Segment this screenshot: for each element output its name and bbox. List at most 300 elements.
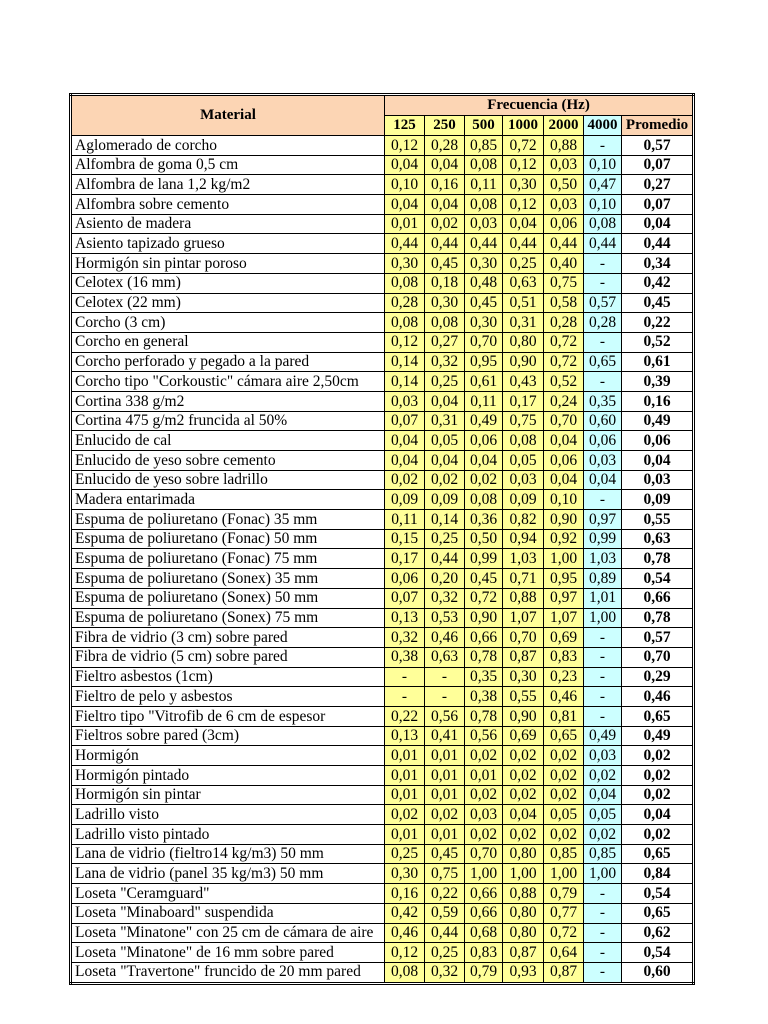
material-cell: Hormigón sin pintar poroso [71, 254, 385, 274]
value-cell-500: 0,30 [465, 313, 503, 333]
table-row [71, 844, 694, 864]
value-cell-promedio: 0,49 [622, 726, 694, 746]
value-cell-2000: 0,77 [544, 903, 584, 923]
value-cell-2000: 0,06 [544, 451, 584, 471]
value-cell-2000: 0,72 [544, 923, 584, 943]
value-cell-promedio: 0,04 [622, 214, 694, 234]
value-cell-250: 0,20 [425, 569, 465, 589]
value-cell-4000: 0,04 [584, 785, 622, 805]
value-cell-500: 0,06 [465, 431, 503, 451]
material-cell: Espuma de poliuretano (Sonex) 50 mm [71, 588, 385, 608]
table-row [71, 411, 694, 431]
value-cell-2000: 0,02 [544, 825, 584, 845]
value-cell-1000: 0,02 [503, 766, 544, 786]
value-cell-2000: 0,06 [544, 214, 584, 234]
value-cell-250: 0,25 [425, 372, 465, 392]
value-cell-1000: 0,12 [503, 155, 544, 175]
value-cell-1000: 0,90 [503, 352, 544, 372]
value-cell-125: 0,44 [385, 234, 425, 254]
value-cell-4000: 0,60 [584, 411, 622, 431]
material-cell: Hormigón [71, 746, 385, 766]
column-header-125: 125 [385, 116, 425, 136]
value-cell-1000: 0,70 [503, 628, 544, 648]
value-cell-1000: 0,03 [503, 470, 544, 490]
value-cell-125: 0,06 [385, 569, 425, 589]
table-header [71, 95, 694, 136]
value-cell-4000: - [584, 884, 622, 904]
value-cell-250: 0,75 [425, 864, 465, 884]
value-cell-1000: 0,17 [503, 391, 544, 411]
value-cell-2000: 0,23 [544, 667, 584, 687]
value-cell-promedio: 0,07 [622, 195, 694, 215]
value-cell-125: 0,12 [385, 943, 425, 963]
value-cell-promedio: 0,84 [622, 864, 694, 884]
material-cell: Lana de vidrio (panel 35 kg/m3) 50 mm [71, 864, 385, 884]
value-cell-1000: 0,25 [503, 254, 544, 274]
value-cell-promedio: 0,02 [622, 785, 694, 805]
material-cell: Enlucido de yeso sobre ladrillo [71, 470, 385, 490]
table-row [71, 569, 694, 589]
material-cell: Corcho (3 cm) [71, 313, 385, 333]
value-cell-1000: 0,30 [503, 667, 544, 687]
column-header-500: 500 [465, 116, 503, 136]
value-cell-500: 0,02 [465, 470, 503, 490]
value-cell-125: - [385, 687, 425, 707]
material-cell: Hormigón sin pintar [71, 785, 385, 805]
value-cell-125: 0,07 [385, 411, 425, 431]
table-row [71, 903, 694, 923]
value-cell-250: 0,16 [425, 175, 465, 195]
value-cell-125: 0,11 [385, 510, 425, 530]
table-row [71, 628, 694, 648]
value-cell-2000: 0,85 [544, 844, 584, 864]
table-row [71, 785, 694, 805]
value-cell-250: 0,41 [425, 726, 465, 746]
material-cell: Cortina 475 g/m2 fruncida al 50% [71, 411, 385, 431]
value-cell-promedio: 0,49 [622, 411, 694, 431]
table-row [71, 549, 694, 569]
value-cell-2000: 0,02 [544, 785, 584, 805]
value-cell-4000: - [584, 962, 622, 983]
value-cell-promedio: 0,45 [622, 293, 694, 313]
value-cell-2000: 0,83 [544, 647, 584, 667]
table-row [71, 864, 694, 884]
value-cell-250: 0,63 [425, 647, 465, 667]
value-cell-500: 0,78 [465, 647, 503, 667]
value-cell-promedio: 0,22 [622, 313, 694, 333]
value-cell-250: 0,04 [425, 391, 465, 411]
value-cell-125: 0,10 [385, 175, 425, 195]
table-row [71, 962, 694, 983]
value-cell-2000: 1,07 [544, 608, 584, 628]
value-cell-125: 0,04 [385, 155, 425, 175]
value-cell-1000: 0,80 [503, 332, 544, 352]
value-cell-1000: 1,07 [503, 608, 544, 628]
value-cell-1000: 0,30 [503, 175, 544, 195]
value-cell-500: 0,83 [465, 943, 503, 963]
value-cell-promedio: 0,27 [622, 175, 694, 195]
absorption-coefficients-table [69, 93, 695, 985]
value-cell-4000: - [584, 254, 622, 274]
value-cell-125: 0,04 [385, 451, 425, 471]
value-cell-125: 0,22 [385, 706, 425, 726]
value-cell-4000: 0,49 [584, 726, 622, 746]
value-cell-1000: 0,44 [503, 234, 544, 254]
material-cell: Asiento de madera [71, 214, 385, 234]
material-header: Material [71, 95, 385, 136]
frequency-header: Frecuencia (Hz) [385, 95, 694, 116]
value-cell-promedio: 0,54 [622, 943, 694, 963]
value-cell-promedio: 0,34 [622, 254, 694, 274]
value-cell-2000: 0,92 [544, 529, 584, 549]
value-cell-2000: 0,46 [544, 687, 584, 707]
value-cell-2000: 0,72 [544, 332, 584, 352]
value-cell-1000: 0,02 [503, 785, 544, 805]
value-cell-125: 0,03 [385, 391, 425, 411]
value-cell-500: 0,02 [465, 825, 503, 845]
value-cell-125: 0,15 [385, 529, 425, 549]
table-row [71, 391, 694, 411]
value-cell-125: 0,01 [385, 785, 425, 805]
table-row [71, 825, 694, 845]
value-cell-promedio: 0,66 [622, 588, 694, 608]
value-cell-promedio: 0,61 [622, 352, 694, 372]
value-cell-500: 0,68 [465, 923, 503, 943]
value-cell-2000: 0,28 [544, 313, 584, 333]
table-row [71, 175, 694, 195]
value-cell-promedio: 0,07 [622, 155, 694, 175]
value-cell-250: 0,44 [425, 549, 465, 569]
value-cell-4000: 0,85 [584, 844, 622, 864]
value-cell-500: 0,66 [465, 884, 503, 904]
value-cell-4000: 0,57 [584, 293, 622, 313]
value-cell-125: 0,02 [385, 470, 425, 490]
value-cell-1000: 0,02 [503, 825, 544, 845]
value-cell-4000: 0,97 [584, 510, 622, 530]
value-cell-125: 0,32 [385, 628, 425, 648]
value-cell-250: 0,32 [425, 962, 465, 983]
column-header-2000: 2000 [544, 116, 584, 136]
material-cell: Ladrillo visto pintado [71, 825, 385, 845]
value-cell-500: 0,08 [465, 195, 503, 215]
value-cell-2000: 0,70 [544, 411, 584, 431]
value-cell-promedio: 0,46 [622, 687, 694, 707]
value-cell-promedio: 0,78 [622, 608, 694, 628]
value-cell-500: 0,02 [465, 746, 503, 766]
value-cell-500: 0,35 [465, 667, 503, 687]
value-cell-250: 0,44 [425, 234, 465, 254]
value-cell-500: 0,03 [465, 805, 503, 825]
value-cell-500: 0,61 [465, 372, 503, 392]
material-cell: Loseta "Minatone" de 16 mm sobre pared [71, 943, 385, 963]
value-cell-2000: 0,79 [544, 884, 584, 904]
material-cell: Espuma de poliuretano (Fonac) 75 mm [71, 549, 385, 569]
value-cell-250: 0,04 [425, 195, 465, 215]
value-cell-4000: - [584, 372, 622, 392]
value-cell-500: 0,95 [465, 352, 503, 372]
value-cell-125: 0,42 [385, 903, 425, 923]
value-cell-promedio: 0,52 [622, 332, 694, 352]
table-row [71, 687, 694, 707]
table-row [71, 746, 694, 766]
value-cell-250: 0,01 [425, 825, 465, 845]
value-cell-125: 0,16 [385, 884, 425, 904]
value-cell-promedio: 0,09 [622, 490, 694, 510]
value-cell-2000: 0,90 [544, 510, 584, 530]
value-cell-250: 0,53 [425, 608, 465, 628]
value-cell-500: 0,72 [465, 588, 503, 608]
value-cell-250: 0,02 [425, 470, 465, 490]
value-cell-250: 0,59 [425, 903, 465, 923]
value-cell-4000: - [584, 490, 622, 510]
value-cell-500: 0,30 [465, 254, 503, 274]
material-cell: Lana de vidrio (fieltro14 kg/m3) 50 mm [71, 844, 385, 864]
value-cell-4000: 0,03 [584, 746, 622, 766]
value-cell-promedio: 0,04 [622, 805, 694, 825]
value-cell-2000: 0,50 [544, 175, 584, 195]
material-cell: Corcho tipo "Corkoustic" cámara aire 2,50cm [71, 372, 385, 392]
value-cell-250: 0,46 [425, 628, 465, 648]
value-cell-4000: 0,02 [584, 825, 622, 845]
value-cell-promedio: 0,60 [622, 962, 694, 983]
value-cell-promedio: 0,16 [622, 391, 694, 411]
value-cell-4000: 0,89 [584, 569, 622, 589]
value-cell-500: 0,45 [465, 293, 503, 313]
value-cell-2000: 0,87 [544, 962, 584, 983]
value-cell-125: 0,25 [385, 844, 425, 864]
table-row [71, 766, 694, 786]
material-cell: Alfombra sobre cemento [71, 195, 385, 215]
value-cell-promedio: 0,29 [622, 667, 694, 687]
value-cell-125: 0,08 [385, 313, 425, 333]
material-cell: Loseta "Minaboard" suspendida [71, 903, 385, 923]
value-cell-2000: 0,64 [544, 943, 584, 963]
value-cell-1000: 1,00 [503, 864, 544, 884]
value-cell-promedio: 0,78 [622, 549, 694, 569]
value-cell-1000: 0,80 [503, 923, 544, 943]
table-row [71, 588, 694, 608]
value-cell-500: 0,49 [465, 411, 503, 431]
value-cell-promedio: 0,02 [622, 825, 694, 845]
value-cell-4000: - [584, 923, 622, 943]
value-cell-500: 0,38 [465, 687, 503, 707]
value-cell-125: - [385, 667, 425, 687]
value-cell-2000: 0,75 [544, 273, 584, 293]
value-cell-125: 0,38 [385, 647, 425, 667]
value-cell-250: 0,05 [425, 431, 465, 451]
value-cell-250: 0,22 [425, 884, 465, 904]
value-cell-125: 0,13 [385, 726, 425, 746]
value-cell-2000: 1,00 [544, 864, 584, 884]
value-cell-4000: 0,47 [584, 175, 622, 195]
table-row [71, 608, 694, 628]
value-cell-2000: 0,97 [544, 588, 584, 608]
table-row [71, 923, 694, 943]
value-cell-2000: 0,05 [544, 805, 584, 825]
value-cell-promedio: 0,55 [622, 510, 694, 530]
value-cell-500: 0,48 [465, 273, 503, 293]
table-row [71, 706, 694, 726]
value-cell-1000: 0,80 [503, 903, 544, 923]
material-cell: Espuma de poliuretano (Sonex) 75 mm [71, 608, 385, 628]
value-cell-500: 0,85 [465, 136, 503, 156]
value-cell-4000: - [584, 706, 622, 726]
value-cell-1000: 0,08 [503, 431, 544, 451]
table-row [71, 647, 694, 667]
value-cell-4000: 0,08 [584, 214, 622, 234]
value-cell-250: 0,30 [425, 293, 465, 313]
value-cell-1000: 0,71 [503, 569, 544, 589]
value-cell-250: 0,02 [425, 805, 465, 825]
value-cell-2000: 0,04 [544, 470, 584, 490]
value-cell-promedio: 0,62 [622, 923, 694, 943]
material-cell: Madera entarimada [71, 490, 385, 510]
value-cell-250: 0,04 [425, 155, 465, 175]
value-cell-1000: 0,88 [503, 884, 544, 904]
value-cell-250: 0,56 [425, 706, 465, 726]
value-cell-2000: 0,02 [544, 746, 584, 766]
value-cell-promedio: 0,65 [622, 844, 694, 864]
value-cell-125: 0,01 [385, 746, 425, 766]
value-cell-1000: 1,03 [503, 549, 544, 569]
material-cell: Ladrillo visto [71, 805, 385, 825]
value-cell-250: - [425, 667, 465, 687]
value-cell-promedio: 0,54 [622, 884, 694, 904]
value-cell-1000: 0,93 [503, 962, 544, 983]
value-cell-125: 0,07 [385, 588, 425, 608]
value-cell-250: 0,08 [425, 313, 465, 333]
value-cell-4000: - [584, 628, 622, 648]
value-cell-250: 0,14 [425, 510, 465, 530]
material-cell: Alfombra de lana 1,2 kg/m2 [71, 175, 385, 195]
value-cell-250: 0,25 [425, 529, 465, 549]
material-cell: Celotex (22 mm) [71, 293, 385, 313]
value-cell-promedio: 0,42 [622, 273, 694, 293]
value-cell-1000: 0,87 [503, 943, 544, 963]
table-row [71, 451, 694, 471]
value-cell-125: 0,01 [385, 214, 425, 234]
material-cell: Fibra de vidrio (5 cm) sobre pared [71, 647, 385, 667]
value-cell-250: 0,32 [425, 352, 465, 372]
value-cell-4000: 0,28 [584, 313, 622, 333]
value-cell-4000: 0,10 [584, 155, 622, 175]
value-cell-500: 0,79 [465, 962, 503, 983]
table-row [71, 470, 694, 490]
value-cell-promedio: 0,39 [622, 372, 694, 392]
table-row [71, 431, 694, 451]
value-cell-125: 0,09 [385, 490, 425, 510]
material-cell: Fieltro asbestos (1cm) [71, 667, 385, 687]
material-cell: Enlucido de yeso sobre cemento [71, 451, 385, 471]
value-cell-125: 0,08 [385, 962, 425, 983]
value-cell-2000: 0,24 [544, 391, 584, 411]
table-row [71, 195, 694, 215]
value-cell-2000: 0,88 [544, 136, 584, 156]
value-cell-1000: 0,82 [503, 510, 544, 530]
material-cell: Fibra de vidrio (3 cm) sobre pared [71, 628, 385, 648]
column-header-4000: 4000 [584, 116, 622, 136]
value-cell-250: 0,01 [425, 766, 465, 786]
value-cell-4000: 1,00 [584, 864, 622, 884]
value-cell-4000: 0,35 [584, 391, 622, 411]
value-cell-4000: 1,00 [584, 608, 622, 628]
value-cell-promedio: 0,54 [622, 569, 694, 589]
table-row [71, 943, 694, 963]
value-cell-promedio: 0,04 [622, 451, 694, 471]
material-cell: Fieltro de pelo y asbestos [71, 687, 385, 707]
value-cell-250: 0,04 [425, 451, 465, 471]
value-cell-promedio: 0,65 [622, 903, 694, 923]
column-header-promedio: Promedio [622, 116, 694, 136]
material-cell: Celotex (16 mm) [71, 273, 385, 293]
value-cell-1000: 0,51 [503, 293, 544, 313]
table-row [71, 667, 694, 687]
value-cell-1000: 0,04 [503, 214, 544, 234]
table-row [71, 155, 694, 175]
value-cell-500: 0,08 [465, 490, 503, 510]
value-cell-2000: 0,40 [544, 254, 584, 274]
table-row [71, 805, 694, 825]
value-cell-4000: 0,03 [584, 451, 622, 471]
column-header-250: 250 [425, 116, 465, 136]
value-cell-500: 0,04 [465, 451, 503, 471]
value-cell-125: 0,04 [385, 431, 425, 451]
value-cell-2000: 0,95 [544, 569, 584, 589]
value-cell-125: 0,04 [385, 195, 425, 215]
value-cell-250: 0,01 [425, 746, 465, 766]
value-cell-1000: 0,12 [503, 195, 544, 215]
value-cell-4000: 0,05 [584, 805, 622, 825]
value-cell-125: 0,46 [385, 923, 425, 943]
value-cell-500: 0,70 [465, 332, 503, 352]
value-cell-1000: 0,04 [503, 805, 544, 825]
value-cell-4000: - [584, 943, 622, 963]
value-cell-1000: 0,09 [503, 490, 544, 510]
value-cell-1000: 0,75 [503, 411, 544, 431]
material-cell: Alfombra de goma 0,5 cm [71, 155, 385, 175]
material-cell: Asiento tapizado grueso [71, 234, 385, 254]
value-cell-250: - [425, 687, 465, 707]
material-cell: Aglomerado de corcho [71, 136, 385, 156]
value-cell-promedio: 0,02 [622, 766, 694, 786]
value-cell-500: 0,44 [465, 234, 503, 254]
value-cell-125: 0,02 [385, 805, 425, 825]
value-cell-promedio: 0,02 [622, 746, 694, 766]
table-row [71, 273, 694, 293]
value-cell-2000: 0,04 [544, 431, 584, 451]
value-cell-1000: 0,94 [503, 529, 544, 549]
table-row [71, 884, 694, 904]
value-cell-500: 0,90 [465, 608, 503, 628]
value-cell-2000: 0,65 [544, 726, 584, 746]
value-cell-1000: 0,80 [503, 844, 544, 864]
table-row [71, 234, 694, 254]
value-cell-125: 0,28 [385, 293, 425, 313]
value-cell-250: 0,18 [425, 273, 465, 293]
value-cell-promedio: 0,70 [622, 647, 694, 667]
value-cell-125: 0,17 [385, 549, 425, 569]
value-cell-500: 0,56 [465, 726, 503, 746]
value-cell-500: 0,02 [465, 785, 503, 805]
value-cell-500: 0,45 [465, 569, 503, 589]
table-row [71, 510, 694, 530]
value-cell-4000: 1,01 [584, 588, 622, 608]
value-cell-500: 0,03 [465, 214, 503, 234]
value-cell-250: 0,01 [425, 785, 465, 805]
value-cell-2000: 0,58 [544, 293, 584, 313]
value-cell-500: 0,50 [465, 529, 503, 549]
value-cell-1000: 0,55 [503, 687, 544, 707]
